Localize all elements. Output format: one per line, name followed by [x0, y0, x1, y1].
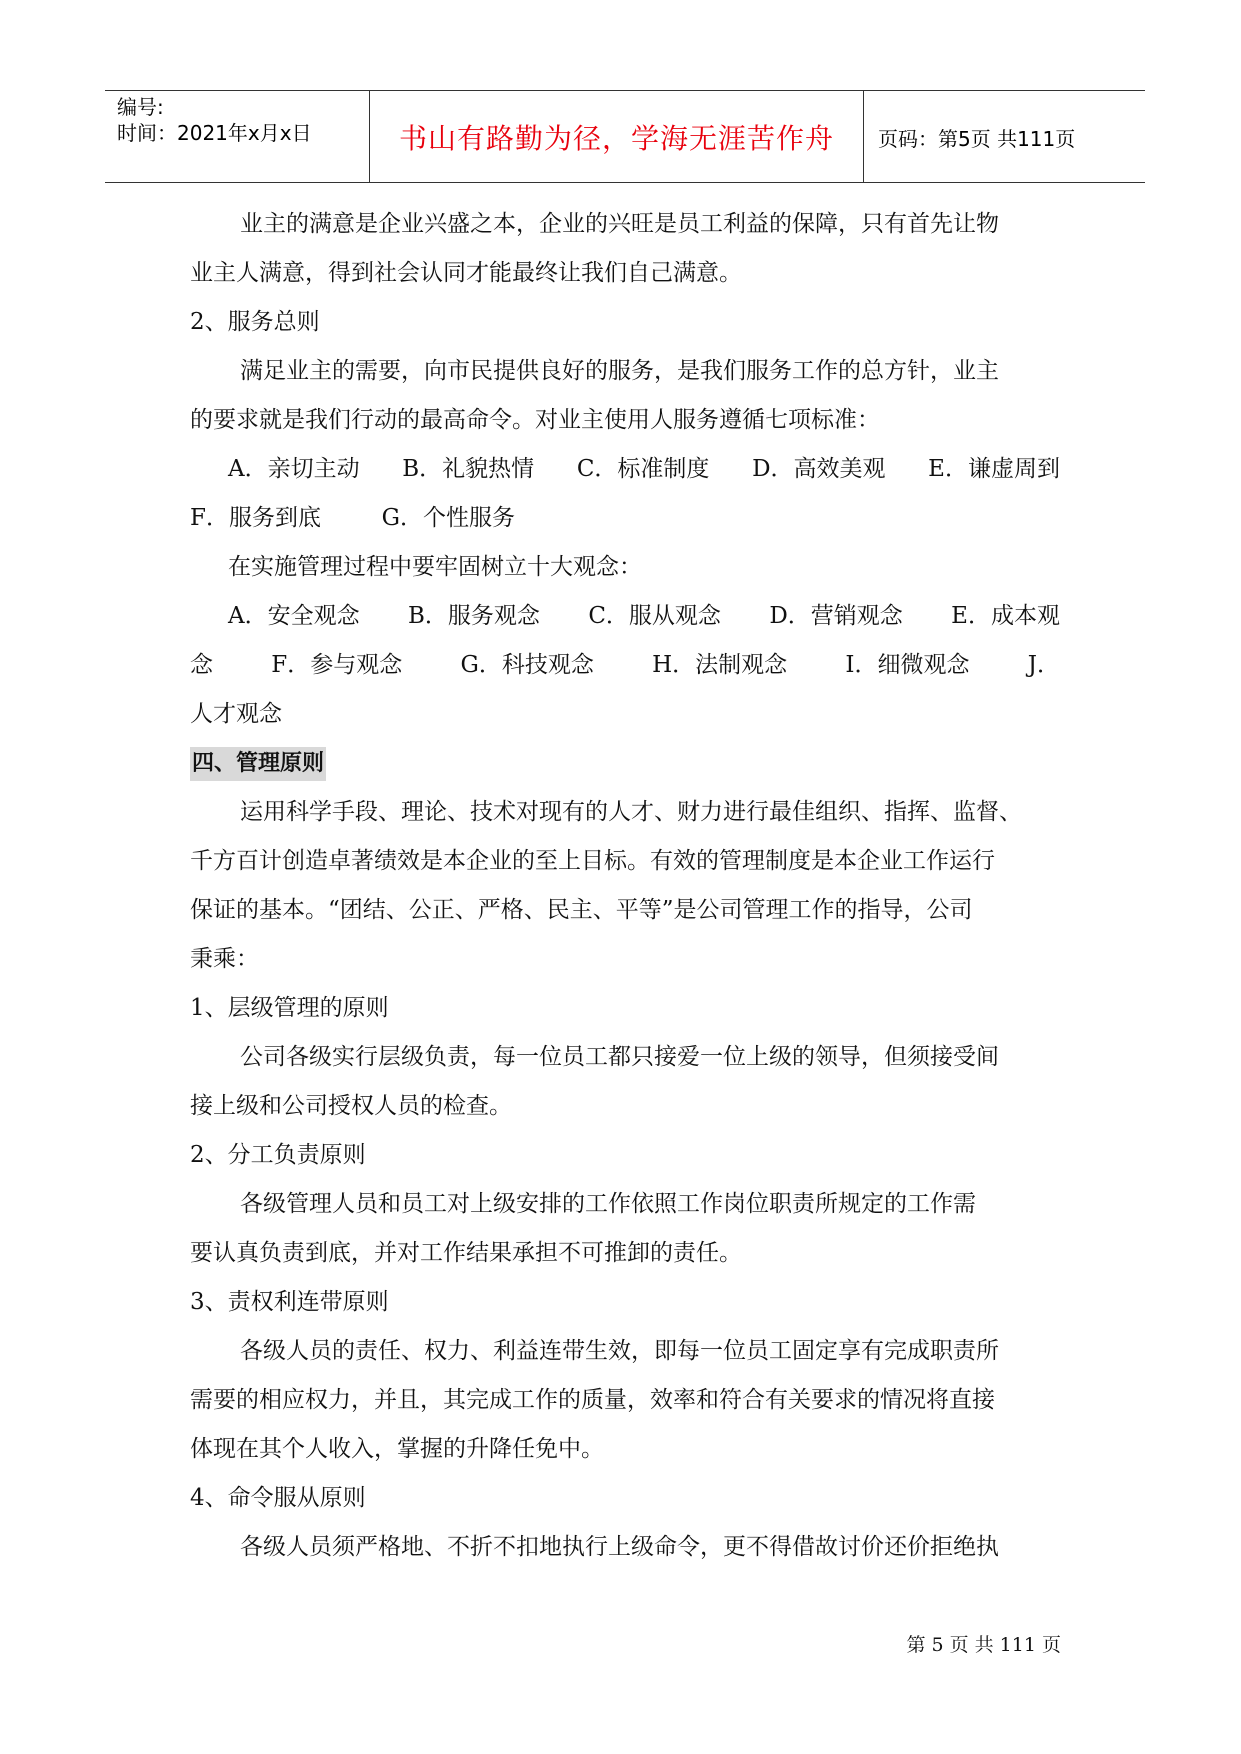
paragraph-line: 千方百计创造卓著绩效是本企业的至上目标。有效的管理制度是本企业工作运行 [190, 848, 995, 874]
paragraph-line: 各级人员须严格地、不折不扣地执行上级命令，更不得借故讨价还价拒绝执 [240, 1534, 999, 1560]
page-code: 页码：第5页 共111页 [878, 127, 1076, 151]
concept-item: 念 [190, 652, 213, 678]
section-subtitle: 1、层级管理的原则 [190, 995, 389, 1021]
section-heading: 四、管理原则 [190, 747, 326, 781]
section-subtitle: 2、服务总则 [190, 309, 320, 335]
paragraph-line: 业主人满意，得到社会认同才能最终让我们自己满意。 [190, 260, 742, 286]
standard-item: C．标准制度 [576, 456, 710, 482]
standards-row [190, 494, 1060, 543]
paragraph-line: 的要求就是我们行动的最高命令。对业主使用人服务遵循七项标准： [190, 407, 880, 433]
paragraph-line: 运用科学手段、理论、技术对现有的人才、财力进行最佳组织、指挥、监督、 [240, 799, 1022, 825]
section-subtitle: 2、分工负责原则 [190, 1142, 366, 1168]
paragraph-line: 公司各级实行层级负责，每一位员工都只接爱一位上级的领导，但须接受间 [240, 1044, 999, 1070]
paragraph-line: 各级管理人员和员工对上级安排的工作依照工作岗位职责所规定的工作需 [240, 1191, 976, 1217]
concepts-row [190, 592, 1060, 641]
number-label: 编号: [117, 95, 164, 119]
header-middle-cell [370, 91, 864, 182]
section-subtitle: 4、命令服从原则 [190, 1485, 366, 1511]
page-footer: 第 5 页 共 111 页 [906, 1634, 1061, 1656]
concept-item: C．服从观念 [588, 603, 721, 629]
paragraph-line: 保证的基本。“团结、公正、严格、民主、平等”是公司管理工作的指导，公司 [190, 897, 973, 923]
section-subtitle: 3、责权利连带原则 [190, 1289, 389, 1315]
paragraph-line: 体现在其个人收入，掌握的升降任免中。 [190, 1436, 604, 1462]
concept-item: E．成本观 [951, 603, 1060, 629]
paragraph-line: 各级人员的责任、权力、利益连带生效，即每一位员工固定享有完成职责所 [240, 1338, 999, 1364]
concept-item: H．法制观念 [652, 652, 788, 678]
concept-item: A．安全观念 [228, 603, 360, 629]
header-left-cell [105, 91, 370, 182]
concepts-row [190, 641, 1060, 690]
standard-item: E．谦虚周到 [928, 456, 1060, 482]
paragraph-line: 满足业主的需要，向市民提供良好的服务，是我们服务工作的总方针，业主 [240, 358, 999, 384]
concept-item: B．服务观念 [408, 603, 540, 629]
standard-item: F．服务到底 [190, 505, 321, 531]
concept-item: D．营销观念 [769, 603, 903, 629]
motto: 书山有路勤为径，学海无涯苦作舟 [398, 122, 834, 155]
paragraph-line: 秉乘： [190, 946, 259, 972]
standard-item: B．礼貌热情 [402, 456, 535, 482]
standards-row [190, 445, 1060, 494]
standard-item: D．高效美观 [752, 456, 886, 482]
paragraph-line: 要认真负责到底，并对工作结果承担不可推卸的责任。 [190, 1240, 742, 1266]
time-label: 时间：2021年x月x日 [117, 121, 312, 145]
standard-item: G．个性服务 [381, 505, 515, 531]
paragraph-line: 在实施管理过程中要牢固树立十大观念： [228, 554, 642, 580]
concept-item: J． [1027, 652, 1060, 678]
paragraph-line: 业主的满意是企业兴盛之本，企业的兴旺是员工利益的保障，只有首先让物 [240, 211, 999, 237]
header-right-cell [864, 91, 1145, 182]
paragraph-line: 需要的相应权力，并且，其完成工作的质量，效率和符合有关要求的情况将直接 [190, 1387, 995, 1413]
section-heading-row [190, 739, 1060, 788]
concept-item: G．科技观念 [460, 652, 594, 678]
header-table [105, 90, 1145, 183]
paragraph-line: 接上级和公司授权人员的检查。 [190, 1093, 512, 1119]
concept-item: F．参与观念 [271, 652, 403, 678]
concepts-row: 人才观念 [190, 701, 282, 727]
concept-item: I．细微观念 [845, 652, 970, 678]
document-body [190, 200, 1060, 1572]
standard-item: A．亲切主动 [228, 456, 360, 482]
